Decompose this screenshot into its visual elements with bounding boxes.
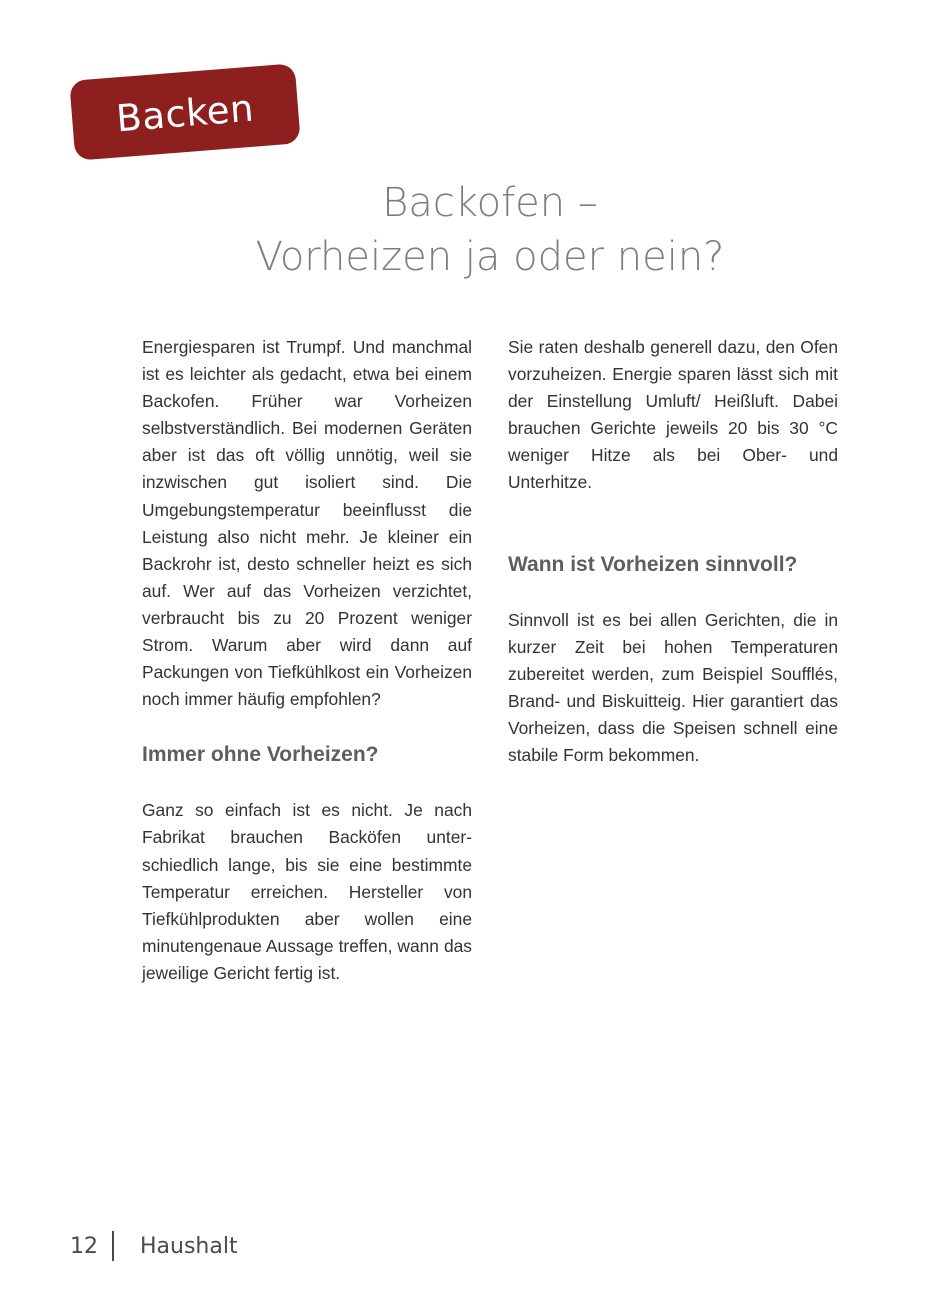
page-footer: [70, 1229, 238, 1263]
right-body-paragraph: Sinnvoll ist es bei allen Gerichten, die in kurzer Zeit bei hohen Temperaturen zubereitet werden, zum Beispiel Soufflés, Brand- und Biskuitteig. Hier garantiert das Vorheizen, dass die Speisen schnell eine stabile Form bekommen.: [508, 609, 838, 766]
page-title-line-2: Vorheizen ja oder nein?: [255, 234, 725, 280]
category-tag-label: Backen: [114, 86, 256, 140]
left-body-paragraph: Ganz so einfach ist es nicht. Je nach Fabrikat brauchen Backöfen unterschiedlich lange, bis sie eine bestimmte Temperatur erreichen. Hersteller von Tiefkühlprodukten aber wollen eine minutengenaue Aussage treffen, wann das jeweilige Gericht fertig ist.: [142, 800, 472, 983]
page-title: [140, 176, 840, 284]
page-title-line-1: Backofen –: [382, 180, 598, 226]
right-subheading: Wann ist Vorheizen sinnvoll?: [508, 552, 798, 576]
right-column: [508, 334, 838, 769]
left-intro-paragraph: Energiesparen ist Trumpf. Und manchmal ist es leichter als gedacht, etwa bei einem Backofen. Früher war Vorheizen selbstverständlich. Bei modernen Geräten aber ist das oft völlig unnötig, weil sie inzwischen gut isoliert sind. Die Umgebungstemperatur beeinflusst die Leistung also nicht mehr. Je kleiner ein Backrohr ist, desto schneller heizt es sich auf. Wer auf das Vorheizen verzichtet, verbraucht bis zu 20 Prozent weniger Strom. Warum aber wird dann auf Packungen von Tiefkühlkost ein Vorheizen noch immer häufig empfohlen?: [142, 337, 472, 710]
left-column: [142, 334, 472, 987]
left-subheading: Immer ohne Vorheizen?: [142, 743, 379, 767]
section-name: Haushalt: [140, 1233, 238, 1259]
page-number: 12: [70, 1233, 98, 1259]
right-intro-paragraph: Sie raten deshalb generell dazu, den Ofen vorzuheizen. Energie sparen lässt sich mit der Einstellung Umluft/ Heißluft. Dabei brauchen Gerichte jeweils 20 bis 30 °C weniger Hitze als bei Ober- und Unterhitze.: [508, 337, 838, 493]
footer-divider: [112, 1231, 114, 1261]
category-tag: [69, 63, 301, 160]
